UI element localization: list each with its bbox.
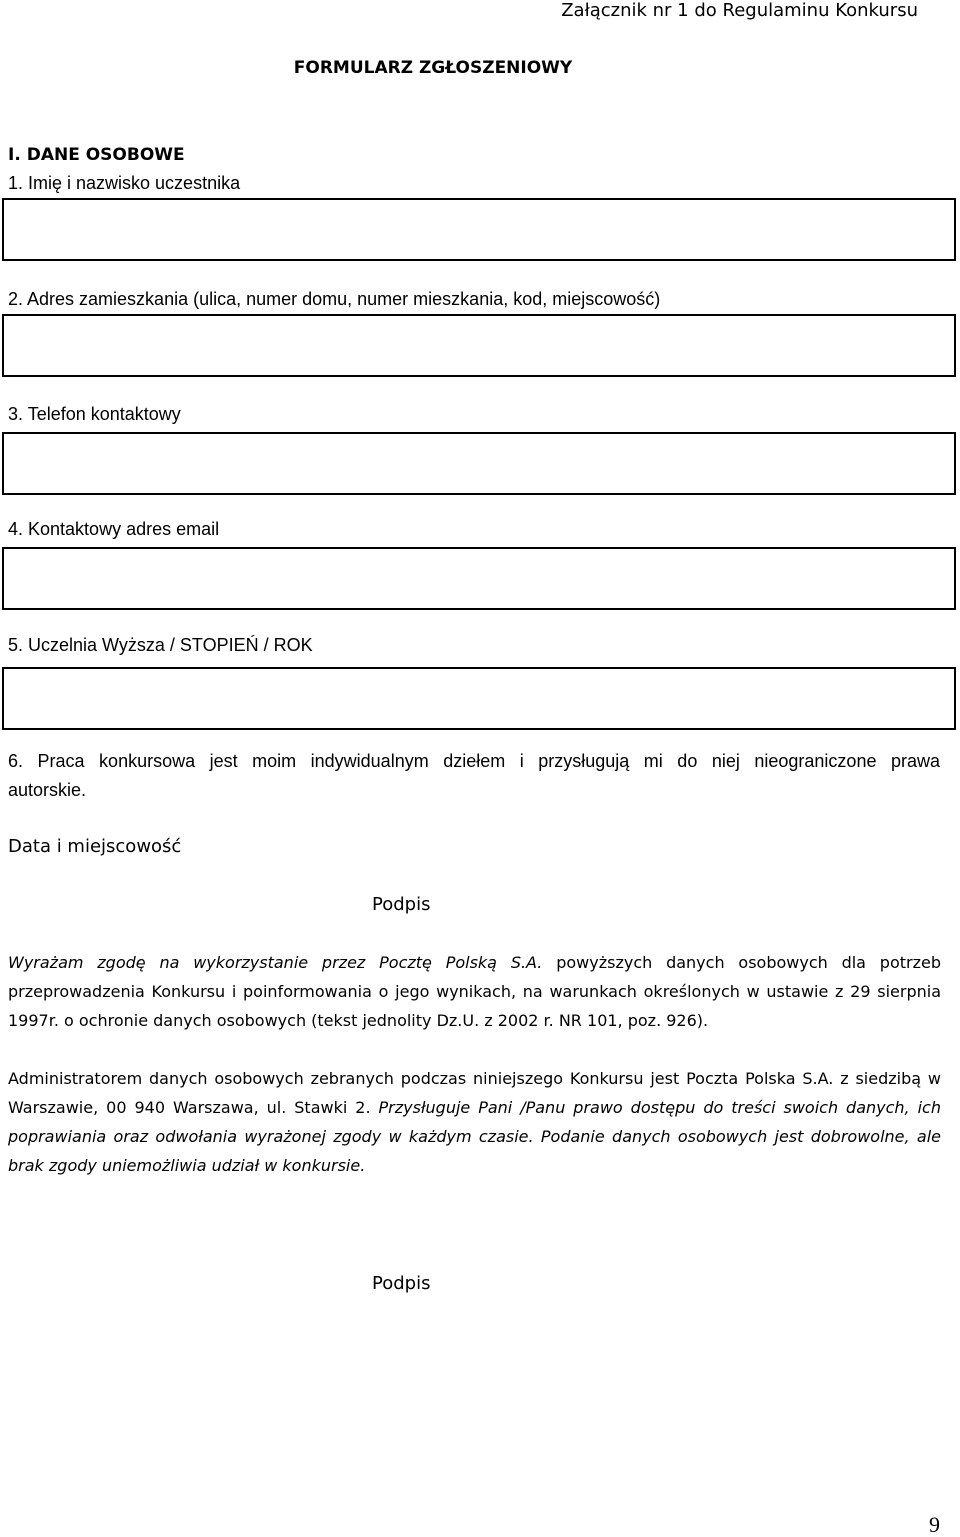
section-heading: I. DANE OSOBOWE — [8, 145, 185, 165]
university-input-box[interactable] — [2, 667, 956, 730]
field-label-phone: 3. Telefon kontaktowy — [8, 404, 181, 424]
field-label-university: 5. Uczelnia Wyższa / STOPIEŃ / ROK — [8, 635, 313, 655]
authorship-statement-line1: 6. Praca konkursowa jest moim indywidualnym dziełem i przysługują mi do niej nieograniczone prawa — [8, 751, 940, 771]
rights-text-italic: Przysługuje Pani /Panu prawo dostępu do treści swoich danych, ich poprawiania oraz odwołania wyrażonej zgody w każdym czasie. Podanie danych osobowych jest dobrowolne, ale brak zgody uniemożliwia udział w konkursie. — [8, 1098, 941, 1175]
date-place-label: Data i miejscowość — [8, 836, 182, 857]
signature-label: Podpis — [372, 894, 431, 915]
consent-paragraph — [8, 948, 941, 1035]
administrator-text: Administratorem danych osobowych zebranych podczas niniejszego Konkursu jest Poczta Polska S.A. z siedzibą w Warszawie, 00 940 Warszawa, ul. Stawki 2. — [8, 1069, 941, 1117]
email-input-box[interactable] — [2, 547, 956, 610]
form-title: FORMULARZ ZGŁOSZENIOWY — [293, 58, 573, 78]
page-number: 9 — [929, 1512, 940, 1537]
name-input-box[interactable] — [2, 198, 956, 261]
field-label-email: 4. Kontaktowy adres email — [8, 519, 220, 539]
address-input-box[interactable] — [2, 314, 956, 377]
administrator-paragraph — [8, 1064, 941, 1180]
consent-text-italic: Wyrażam zgodę na wykorzystanie przez Pocztę Polską S.A. — [8, 953, 543, 972]
signature-label-2: Podpis — [372, 1273, 431, 1294]
field-label-address: 2. Adres zamieszkania (ulica, numer domu, numer mieszkania, kod, miejscowość) — [8, 289, 661, 309]
field-label-name: 1. Imię i nazwisko uczestnika — [8, 173, 241, 193]
consent-text: powyższych danych osobowych dla potrzeb przeprowadzenia Konkursu i poinformowania o jego wynikach, na warunkach określonych w ustawie z 29 sierpnia 1997r. o ochronie danych osobowych (tekst jednolity Dz.U. z 2002 r. NR 101, poz. 926). — [8, 953, 941, 1030]
phone-input-box[interactable] — [2, 432, 956, 495]
authorship-statement-line2: autorskie. — [8, 780, 87, 800]
annex-label: Załącznik nr 1 do Regulaminu Konkursu — [561, 0, 918, 21]
